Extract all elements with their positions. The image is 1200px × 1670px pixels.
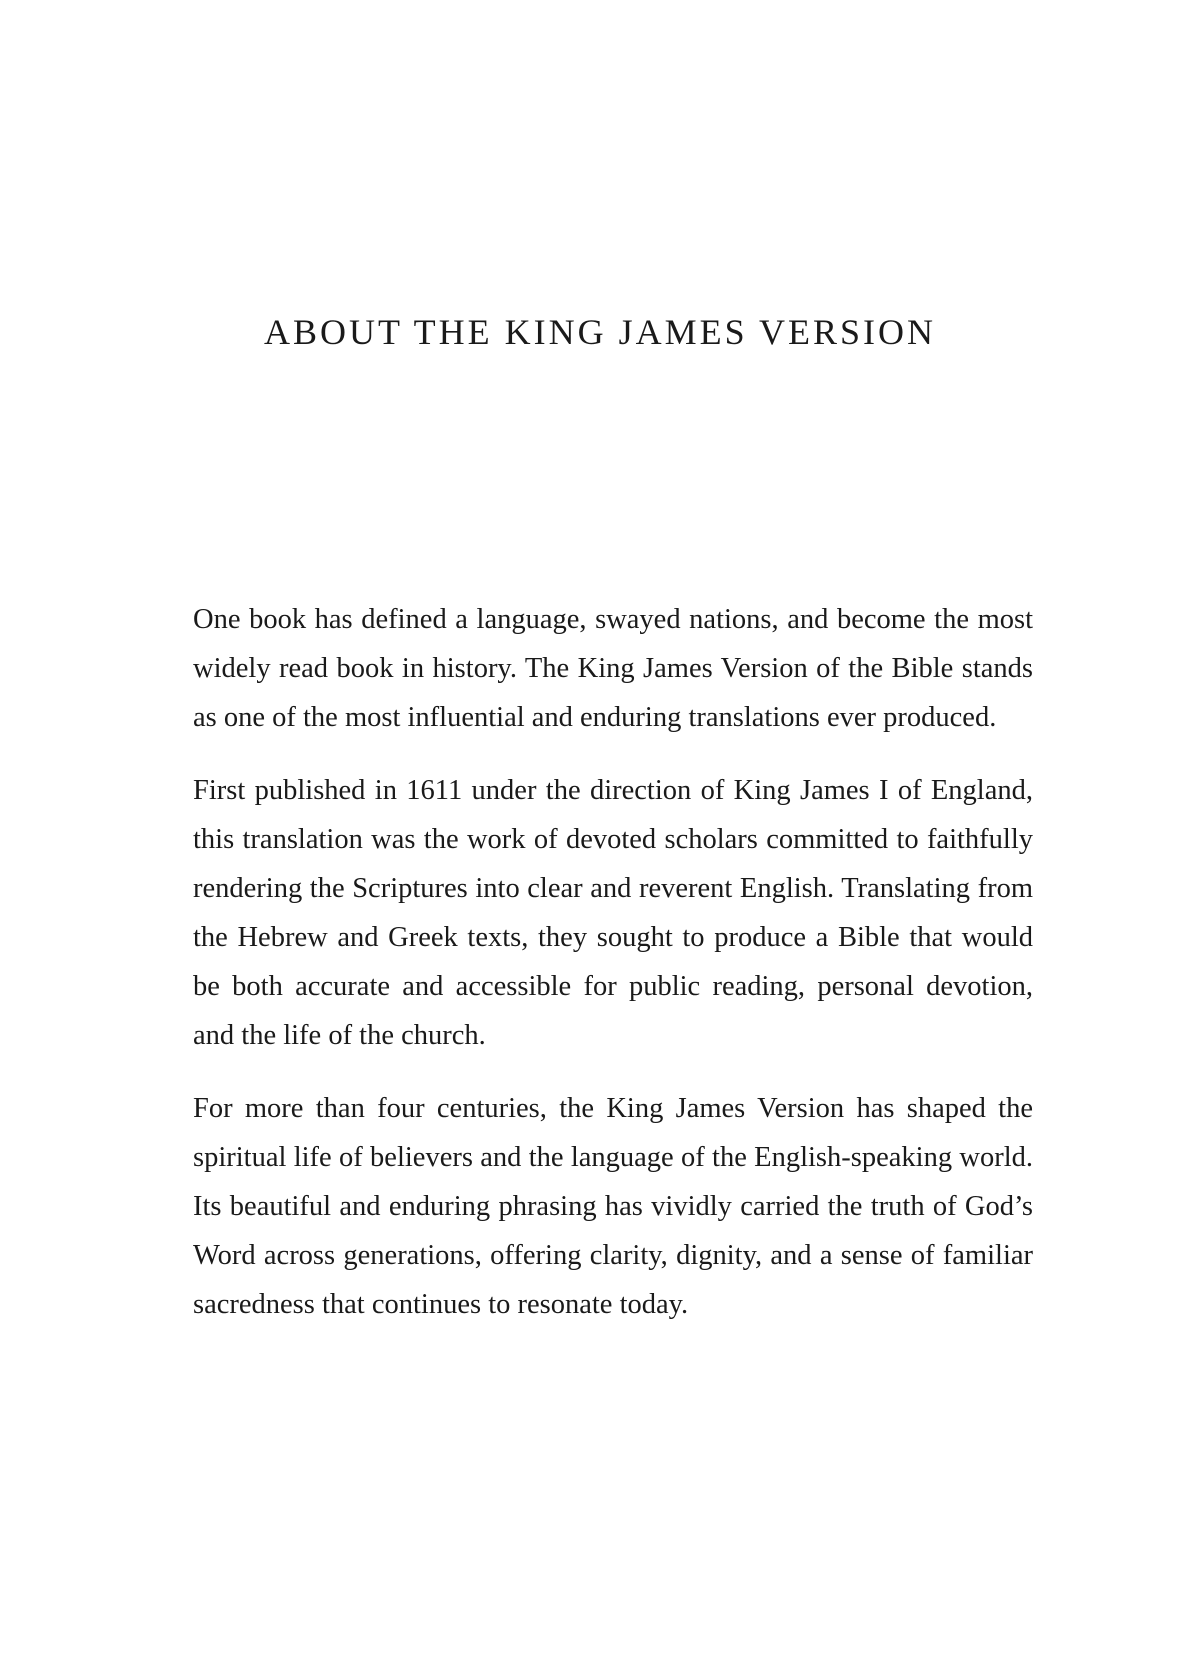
body-text [193, 595, 1033, 1353]
paragraph-intro: One book has defined a language, swayed nations, and become the most widely read book in history. The King James Version of the Bible stands as one of the most influential and enduring translations ever produced. [193, 604, 1033, 733]
paragraph-history: First published in 1611 under the direction of King James I of England, this translation was the work of devoted scholars committed to faithfully rendering the Scriptures into clear and reverent English. Translating from the Hebrew and Greek texts, they sought to produce a Bible that would be both accurate and accessible for public reading, personal devotion, and the life of the church. [193, 775, 1033, 1051]
paragraph-legacy: For more than four centuries, the King James Version has shaped the spiritual life of believers and the language of the English-speaking world. Its beautiful and enduring phrasing has vividly carried the truth of God’s Word across generations, offering clarity, dignity, and a sense of familiar sacredness that continues to resonate today. [193, 1093, 1033, 1320]
page-title: ABOUT THE KING JAMES VERSION [263, 312, 937, 352]
